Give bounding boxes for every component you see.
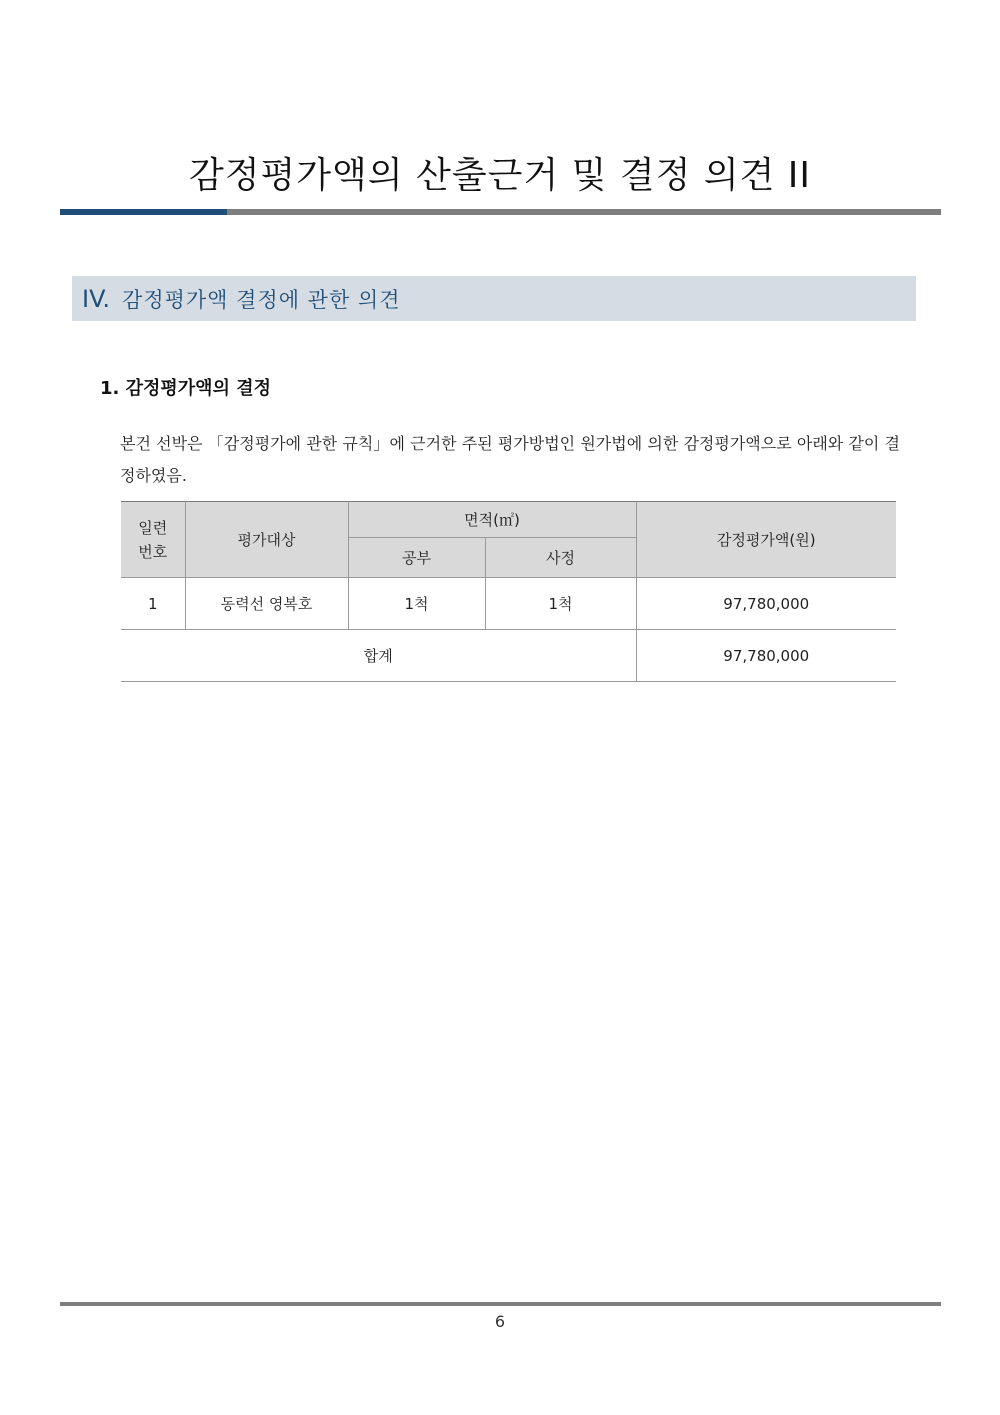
header-value: 감정평가액(원) [636,502,896,578]
title-rule-accent [60,209,227,215]
section-numeral: IV. [82,284,111,313]
cell-area-actual: 1척 [485,578,636,630]
cell-area-registry: 1척 [348,578,485,630]
subsection-body: 본건 선박은 「감정평가에 관한 규칙」에 근거한 주된 평가방법인 원가법에 의한 감정평가액으로 아래와 같이 결정하였음. [120,434,900,485]
cell-serial: 1 [121,578,185,630]
subsection-heading: 1. 감정평가액의 결정 [100,378,271,399]
total-value: 97,780,000 [636,630,896,682]
page-title: 감정평가액의 산출근거 및 결정 의견 II [188,155,812,196]
header-serial: 일련 번호 [121,502,185,578]
section-title: 감정평가액 결정에 관한 의견 [122,287,401,312]
title-rule [60,209,941,215]
appraisal-table [121,501,896,682]
total-row [121,630,896,682]
footer-rule [60,1302,941,1306]
cell-value: 97,780,000 [636,578,896,630]
header-area: 면적(㎡) [348,502,636,538]
header-target: 평가대상 [185,502,348,578]
table-row [121,578,896,630]
header-area-registry: 공부 [348,538,485,578]
header-area-actual: 사정 [485,538,636,578]
cell-target: 동력선 영복호 [185,578,348,630]
total-label: 합계 [121,630,636,682]
page-number: 6 [494,1312,506,1331]
section-header [72,276,916,321]
